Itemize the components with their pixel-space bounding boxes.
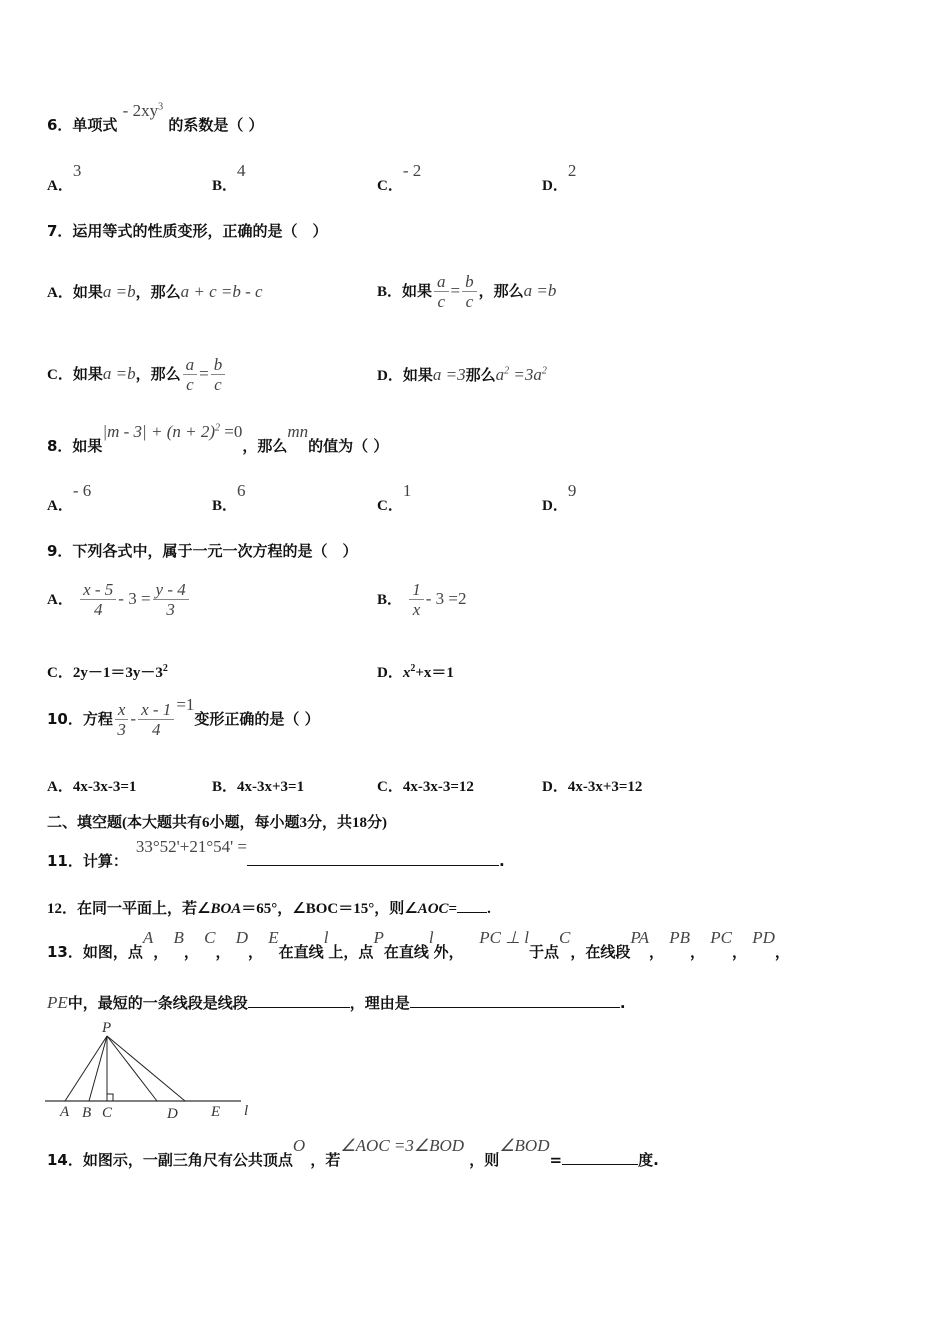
question-text: 中，最短的一条线段是线段 — [67, 994, 248, 1012]
fraction — [183, 355, 198, 394]
question-10 — [47, 696, 320, 742]
text: 如果 — [72, 365, 103, 383]
question-13 — [47, 928, 790, 962]
label-c: C — [102, 1105, 113, 1120]
math-expression — [123, 101, 163, 120]
option-label: D． — [377, 665, 403, 681]
sep: ， — [153, 943, 169, 961]
option-label: C． — [377, 178, 403, 194]
segment: PE — [47, 993, 68, 1012]
option-label: B． — [212, 178, 238, 194]
math: - 3 = — [118, 589, 151, 608]
question-11 — [47, 837, 505, 871]
text: . — [487, 901, 491, 917]
expr: =0 — [220, 422, 243, 441]
answer-blank[interactable] — [562, 1148, 638, 1165]
sep: ， — [215, 943, 231, 961]
math: ∠AOC =3∠BOD — [340, 1136, 465, 1155]
right-angle-mark — [107, 1094, 113, 1101]
option-label: A． — [47, 779, 73, 795]
fraction — [153, 580, 189, 619]
line-name: l — [323, 928, 329, 947]
text: . — [619, 994, 626, 1012]
option-label: D． — [542, 779, 568, 795]
geometry-diagram — [40, 1018, 270, 1120]
math: +x＝1 — [415, 665, 454, 681]
point: O — [292, 1136, 306, 1155]
label-p: P — [102, 1020, 112, 1036]
exponent: 2 — [504, 365, 510, 377]
point: A — [142, 928, 154, 947]
question-text: 在直线 — [383, 943, 429, 961]
math: - — [130, 709, 137, 728]
question-text: ，理由是 — [349, 994, 410, 1012]
denominator: x — [412, 600, 421, 619]
point: C — [204, 928, 216, 947]
label-b: B — [82, 1105, 92, 1120]
denominator: c — [437, 292, 446, 311]
exponent: 2 — [215, 422, 220, 434]
expr: |m - 3| + (n + 2) — [102, 422, 215, 441]
exponent: 3 — [158, 101, 164, 113]
question-text: 8．如果 — [47, 437, 103, 455]
segments — [65, 1036, 185, 1101]
question-9-option-b — [377, 576, 467, 622]
question-9: 9．下列各式中，属于一元一次方程的是（ ） — [47, 542, 358, 560]
question-7: 7．运用等式的性质变形，正确的是（ ） — [47, 222, 328, 240]
option-value: 4x-3x-3=12 — [402, 779, 474, 795]
option-value: - 6 — [72, 481, 92, 500]
equals: = — [199, 364, 209, 383]
question-text: 6．单项式 — [47, 116, 118, 134]
fraction — [211, 355, 226, 394]
option-label: A． — [47, 592, 73, 608]
option-value: 4x-3x-3=1 — [72, 779, 137, 795]
fraction — [434, 272, 449, 311]
question-text: 在直线 — [278, 943, 324, 961]
math: a =b — [102, 282, 136, 301]
angle-name: AOC — [417, 901, 449, 917]
point: B — [173, 928, 184, 947]
text: ，那么 — [478, 282, 524, 300]
question-8 — [47, 422, 389, 456]
question-text: ＝65°，∠BOC＝15°，则∠ — [241, 901, 418, 917]
question-text: 13．如图，点 — [47, 943, 143, 961]
sep: ， — [690, 943, 706, 961]
question-text: 10．方程 — [47, 710, 113, 728]
option-value: 2 — [567, 161, 577, 180]
question-14 — [47, 1136, 659, 1170]
point: E — [268, 928, 279, 947]
option-value: 9 — [567, 481, 577, 500]
numerator: x - 1 — [138, 700, 174, 720]
math-expression — [102, 422, 242, 441]
text: 如果 — [402, 366, 433, 384]
segment: PB — [669, 928, 691, 947]
section-heading: 二、填空题(本大题共有6小题，每小题3分，共18分) — [47, 815, 387, 831]
math: =1 — [176, 695, 195, 714]
label-l: l — [244, 1103, 249, 1119]
point: P — [373, 928, 384, 947]
math: 33°52'+21°54' = — [135, 837, 248, 856]
math: ∠BOD — [499, 1136, 550, 1155]
label-a: A — [60, 1104, 70, 1120]
fraction — [115, 700, 129, 739]
text: 如果 — [402, 282, 433, 300]
question-text: 变形正确的是（ ） — [194, 710, 320, 728]
option-label: C． — [377, 498, 403, 514]
sep: ， — [648, 943, 664, 961]
question-text: 于点 — [529, 943, 560, 961]
denominator: c — [186, 375, 194, 394]
question-7-option-a — [47, 281, 263, 302]
option-label: D． — [377, 368, 403, 384]
math: a =3 — [432, 365, 466, 384]
option-label: B． — [377, 592, 403, 608]
sep: ， — [183, 943, 199, 961]
math — [496, 365, 547, 384]
question-7-option-b — [377, 268, 556, 314]
sep: ， — [732, 943, 748, 961]
option-value: 1 — [402, 481, 412, 500]
question-7-option-d — [377, 364, 547, 385]
math: PC ⊥ l — [479, 928, 530, 947]
denominator: c — [214, 375, 222, 394]
numerator: a — [434, 272, 449, 292]
question-text: 14．如图示，一副三角尺有公共顶点 — [47, 1151, 293, 1169]
fraction — [80, 580, 116, 619]
text: ，那么 — [135, 365, 181, 383]
numerator: b — [462, 272, 477, 292]
numerator: a — [183, 355, 198, 375]
numerator: 1 — [409, 580, 424, 600]
denominator: 4 — [151, 720, 161, 739]
question-text: 的系数是（ ） — [168, 116, 264, 134]
text: 如果 — [72, 283, 103, 301]
segment: PD — [752, 928, 775, 947]
math: a =b — [102, 364, 136, 383]
question-7-option-c — [47, 351, 227, 397]
option-label: B． — [212, 498, 238, 514]
question-text: 外， — [433, 943, 464, 961]
denominator: 3 — [166, 600, 175, 619]
answer-blank[interactable] — [247, 849, 499, 866]
label-e: E — [211, 1104, 221, 1120]
question-text: 上，点 — [328, 943, 374, 961]
fraction — [462, 272, 477, 311]
question-text: ，若 — [310, 1151, 341, 1169]
question-text: 的值为（ ） — [308, 437, 389, 455]
answer-blank[interactable] — [457, 896, 487, 913]
point: D — [235, 928, 249, 947]
segment-pd — [107, 1036, 157, 1101]
angle-name: BOA — [210, 901, 242, 917]
math: a + c =b - c — [180, 282, 263, 301]
question-9-option-d — [377, 659, 454, 683]
option-label: C． — [377, 779, 403, 795]
fraction — [138, 700, 174, 739]
answer-blank[interactable] — [410, 991, 620, 1008]
exponent: 2 — [541, 365, 547, 377]
segment-pb — [89, 1036, 107, 1101]
question-6 — [47, 101, 264, 135]
denominator: 4 — [93, 600, 103, 619]
sep: ， — [774, 943, 790, 961]
numerator: x - 5 — [80, 580, 116, 600]
line-name: l — [428, 928, 434, 947]
segment: PA — [630, 928, 649, 947]
fraction — [409, 580, 424, 619]
option-value: 6 — [237, 481, 246, 500]
denominator: 3 — [117, 720, 126, 739]
text: . — [499, 852, 505, 870]
question-text: ，那么 — [242, 437, 288, 455]
question-text: 度. — [638, 1151, 659, 1169]
option-label: A． — [47, 178, 73, 194]
sep: ， — [248, 943, 264, 961]
expr: - 2xy — [122, 101, 159, 120]
numerator: b — [211, 355, 226, 375]
option-value: 4x-3x+3=12 — [567, 779, 643, 795]
denominator: c — [465, 292, 474, 311]
math: 2y－1＝3y－3 — [72, 665, 163, 681]
numerator: x — [115, 700, 129, 720]
text: = — [448, 901, 458, 917]
question-text: 12．在同一平面上，若∠ — [47, 901, 211, 917]
question-9-option-a — [47, 576, 191, 622]
math: a =b — [523, 281, 557, 300]
option-value: 3 — [72, 161, 82, 180]
exponent: 2 — [410, 663, 416, 674]
option-value: 4 — [237, 161, 246, 180]
equals: = — [450, 281, 461, 300]
text: = — [549, 1151, 563, 1169]
question-text: 11．计算： — [47, 852, 128, 870]
var: a — [495, 365, 505, 384]
question-text: ，则 — [469, 1151, 500, 1169]
question-13-line-2 — [47, 991, 626, 1013]
option-label: C． — [47, 367, 73, 383]
label-d: D — [167, 1106, 178, 1120]
option-value: 4x-3x+3=1 — [237, 779, 305, 795]
segment: PC — [710, 928, 732, 947]
point: C — [559, 928, 571, 947]
text: ，那么 — [135, 283, 181, 301]
numerator: y - 4 — [153, 580, 189, 600]
question-12 — [47, 896, 491, 919]
expr: =3a — [509, 365, 542, 384]
answer-blank[interactable] — [248, 991, 350, 1008]
segment-pe — [107, 1036, 185, 1101]
math: mn — [287, 422, 309, 441]
option-label: C． — [47, 665, 73, 681]
option-label: A． — [47, 285, 73, 301]
option-label: B． — [377, 284, 403, 300]
exponent: 2 — [162, 663, 168, 674]
option-label: B． — [212, 779, 238, 795]
option-label: D． — [542, 498, 568, 514]
text: 那么 — [465, 366, 496, 384]
question-9-option-c — [47, 659, 168, 683]
option-value: - 2 — [402, 161, 422, 180]
segment-pa — [65, 1036, 107, 1101]
option-label: A． — [47, 498, 73, 514]
math: - 3 =2 — [425, 589, 467, 608]
question-text: ，在线段 — [570, 943, 631, 961]
var: x — [402, 665, 411, 681]
option-label: D． — [542, 178, 568, 194]
